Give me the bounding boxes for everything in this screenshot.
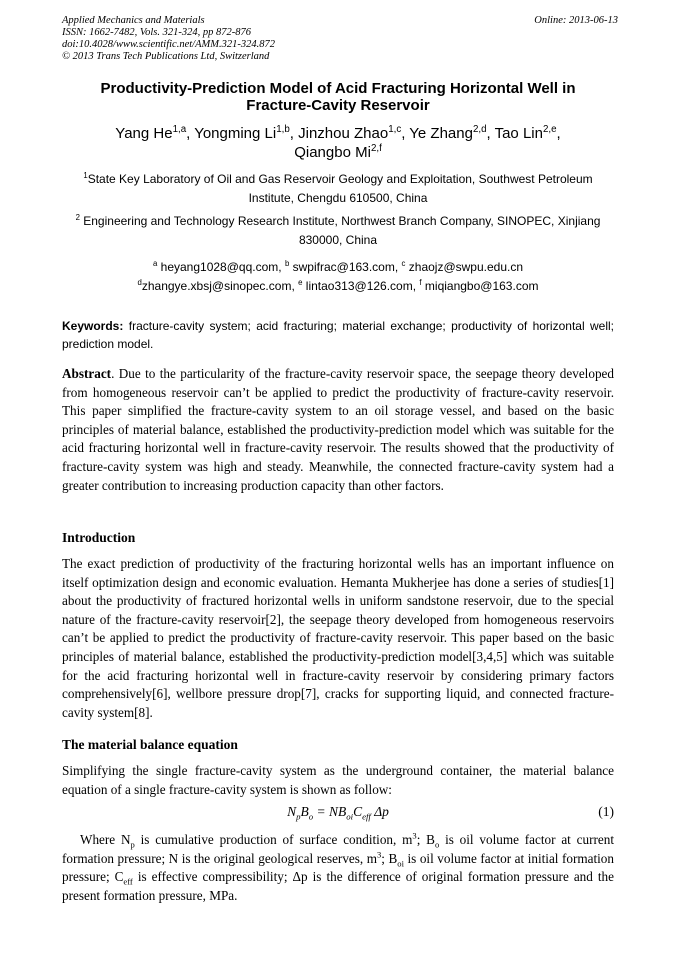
email-c: zhaojz@swpu.edu.cn xyxy=(408,260,524,274)
email-list: $^a$ heyang1028@qq.com, $^b$ swpifrac@163.com, $^c$ zhaojz@swpu.edu.cn $^d$zhangye.xbsj@sinopec.com, $^e$ lintao313@126.com, $^f$ miqiangbo@163.com xyxy=(137,259,539,293)
copyright-line: © 2013 Trans Tech Publications Ltd, Switzerland xyxy=(62,51,270,62)
title-line-2: Fracture-Cavity Reservoir xyxy=(246,97,430,114)
equation-definitions: Where $N_p$ is cumulative production of surface condition, $m^3$; $B_o$ is oil volume factor at current formation pressure; N is the original geological reserves, $m^3$; $B_{oi}$ is oil volume factor at initial formation pressure; $C_{eff}$ is effective compressibility; Δp is the difference of original formation pressure and the present formation pressure, MPa. xyxy=(62,830,614,903)
affiliation-text: Engineering and Technology Research Institute, Northwest Branch Company, SINOPEC, Xinjiang 830000, China xyxy=(83,214,601,247)
author: Jinzhou Zhao$^{1,c}$, xyxy=(298,124,410,142)
introduction-heading: Introduction xyxy=(62,530,136,545)
doi-line: doi:10.4028/www.scientific.net/AMM.321-324.872 xyxy=(62,39,275,50)
online-date: Online: 2013-06-13 xyxy=(534,15,618,26)
issn-line: ISSN: 1662-7482, Vols. 321-324, pp 872-876 xyxy=(62,27,251,38)
affiliation-1 xyxy=(62,170,614,208)
affiliation-mark: 1 xyxy=(83,171,88,180)
author: Yongming Li$^{1,b}$, xyxy=(194,124,299,142)
equation-1 xyxy=(62,804,614,824)
email-a: heyang1028@qq.com xyxy=(160,260,279,274)
author: Yang He$^{1,a}$, xyxy=(115,124,195,142)
introduction-text: The exact prediction of productivity of the fracturing horizontal wells has an important influence on itself optimization design and economic evaluation. Hemanta Mukherjee has done a series of studies[1] about the productivity of fractured horizontal wells in uniform sandstone reservoir, due to the special nature of the fracture-cavity reservoir[2], the seepage theory developed from homogeneous reservoirs can’t be applied to predict the productivity of fracture-cavity reservoir. This paper based on the basic principles of material balance, established the productivity-prediction model[3,4,5] which was suitable for the acid fracturing horizontal well in fracture-cavity reservoir by considering primary factors comprehensively[6], wellbore pressure drop[7], cracks for supporting liquid, and connected fracture-cavity system[8]. xyxy=(62,556,614,720)
email-f: miqiangbo@163.com xyxy=(424,279,539,293)
journal-header xyxy=(62,15,618,63)
paper-title xyxy=(62,80,614,114)
title-line-1: Productivity-Prediction Model of Acid Fracturing Horizontal Well in xyxy=(100,80,576,97)
abstract xyxy=(62,365,614,495)
abstract-label: Abstract xyxy=(62,366,112,381)
affiliation-mark: 2 xyxy=(75,213,80,222)
author: Ye Zhang$^{2,d}$, xyxy=(409,124,495,142)
material-balance-text: Simplifying the single fracture-cavity system as the underground container, the material balance equation of a single fracture-cavity system is shown as follow: xyxy=(62,763,614,797)
email-b: swpifrac@163.com xyxy=(292,260,395,274)
keywords-label: Keywords: xyxy=(62,319,124,333)
keywords xyxy=(62,317,614,353)
keywords-text: fracture-cavity system; acid fracturing; material exchange; productivity of horizontal well; prediction model. xyxy=(62,319,615,351)
affiliation-text: State Key Laboratory of Oil and Gas Reservoir Geology and Exploitation, Southwest Petroleum Institute, Chengdu 610500, China xyxy=(87,172,593,205)
author: Tao Lin$^{2,e}$, xyxy=(494,124,561,142)
abstract-text: . Due to the particularity of the fracture-cavity reservoir space, the seepage theory developed from homogeneous reservoir can’t be applied to predict the productivity of fracture-cavity reservoir. This paper simplified the fracture-cavity system to an oil storage vessel, and based on the basic principles of material balance, established the productivity-prediction model which was suitable for the acid fracturing horizontal well in fracture-cavity reservoir. The results showed that the productivity of fracture-cavity system was high and steady. Meanwhile, the connected fracture-cavity system had a greater contribution to increasing production capacity than other factors. xyxy=(62,366,614,493)
equation-number: (1) xyxy=(598,804,614,819)
email-e: lintao313@126.com xyxy=(305,279,413,293)
author: Qiangbo Mi$^{2,f}$ xyxy=(294,143,382,161)
material-balance-heading: The material balance equation xyxy=(62,737,238,752)
journal-name: Applied Mechanics and Materials xyxy=(62,15,205,26)
email-d: zhangye.xbsj@sinopec.com xyxy=(141,279,292,293)
affiliation-2 xyxy=(62,212,614,250)
author-list xyxy=(62,124,614,162)
equation-body: $N_pB_o = NB_{oi}C_{eff}$ Δp xyxy=(287,804,389,822)
